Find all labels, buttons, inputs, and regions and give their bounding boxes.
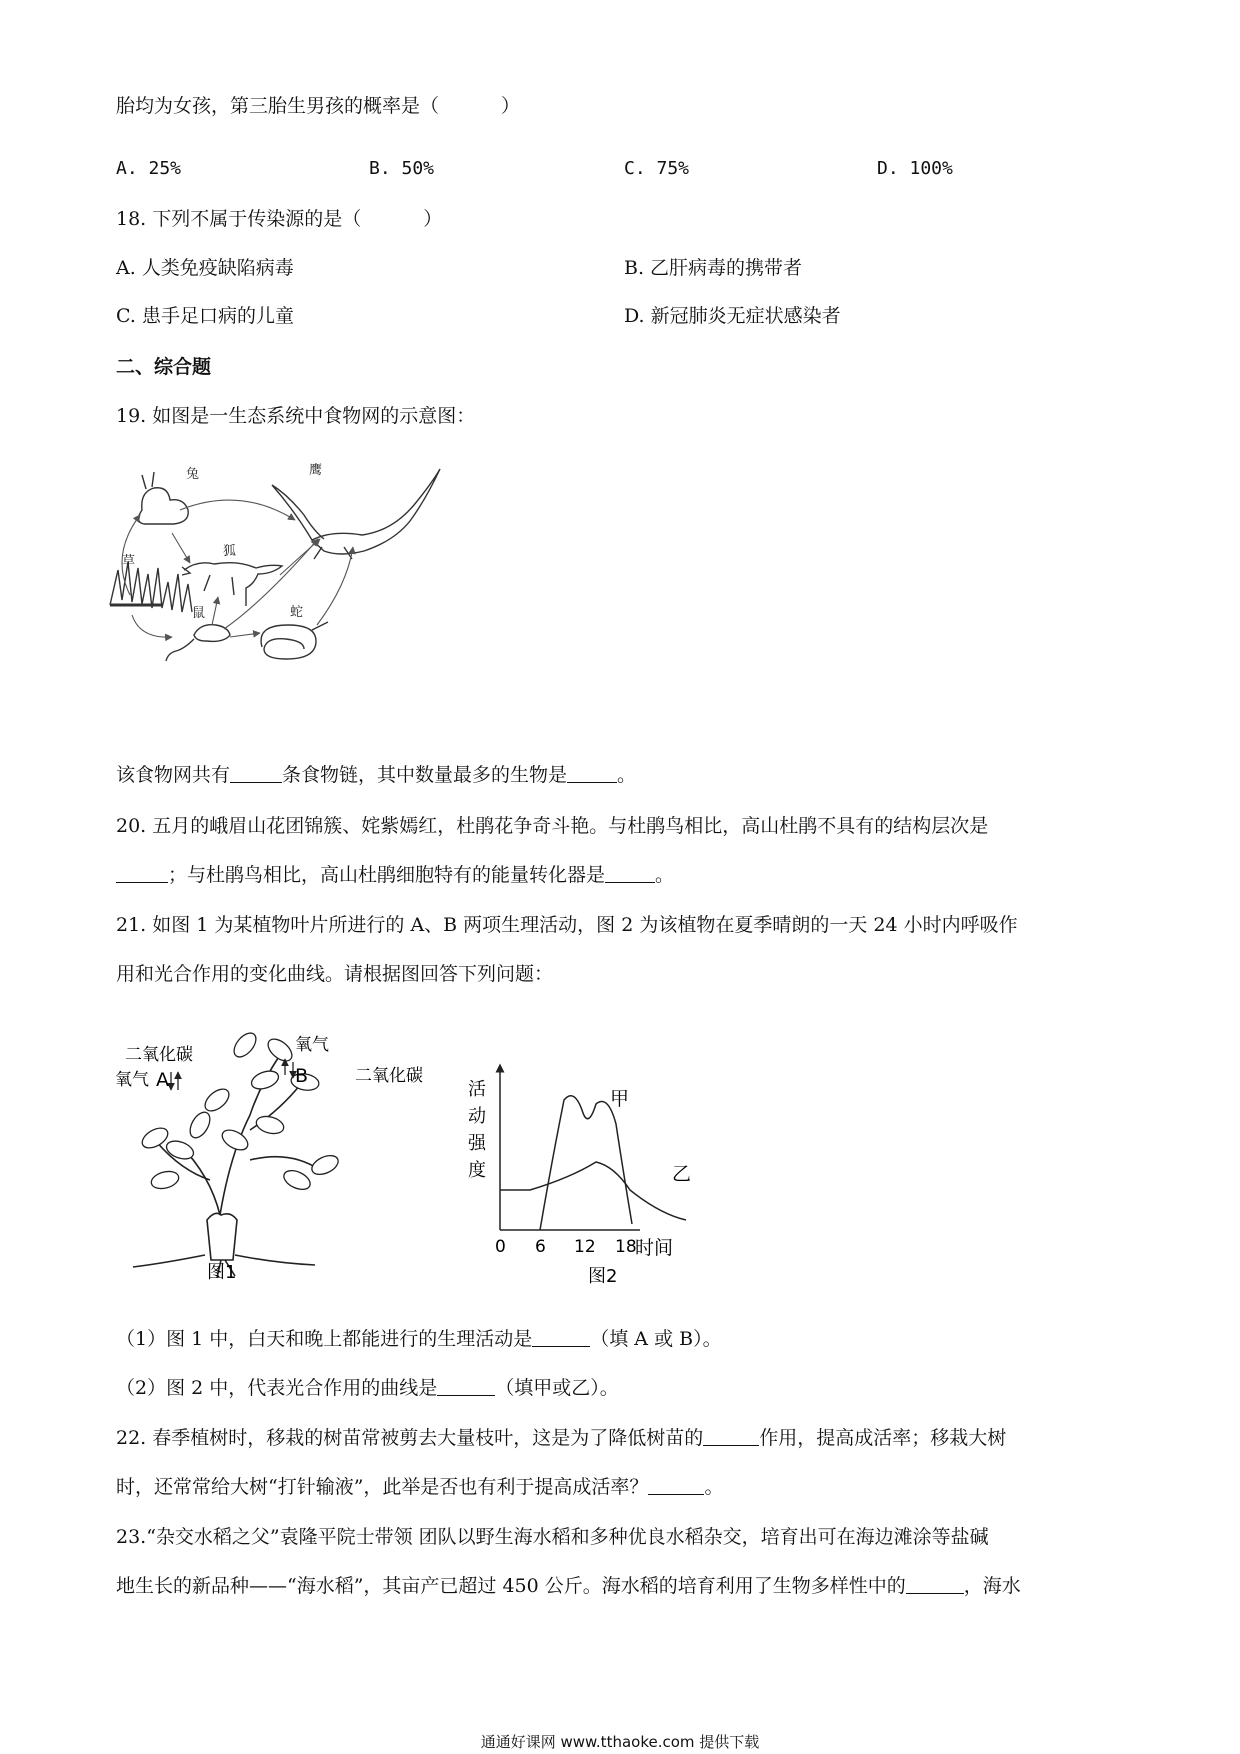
q20-line-2 (116, 862, 674, 888)
q19-text-a: 该食物网共有 (116, 764, 231, 786)
q23-text-a: 地生长的新品种——“海水稻”，其亩产已超过 450 公斤。海水稻的培育利用了生物多样性中的 (116, 1575, 906, 1597)
q22-text-a: 22. 春季植树时，移栽的树苗常被剪去大量枝叶，这是为了降低树苗的 (116, 1427, 704, 1449)
q20-blank-2[interactable] (605, 864, 655, 883)
q18-option-d[interactable]: D. 新冠肺炎无症状感染者 (624, 305, 841, 327)
label-mouse: 鼠 (192, 606, 206, 621)
curve-yi-label: 乙 (672, 1163, 692, 1185)
q22-line-1 (116, 1425, 1006, 1451)
q18-stem-text: 18. 下列不属于传染源的是（ (116, 208, 362, 230)
q21-sub-1 (116, 1326, 722, 1352)
food-web-figure (112, 455, 442, 685)
q21-sub-1-text-a: （1）图 1 中，白天和晚上都能进行的生理活动是 (116, 1328, 533, 1350)
x-tick-18: 18 (615, 1237, 637, 1257)
q23-text-b: ，海水 (963, 1575, 1021, 1597)
q23-blank-1[interactable] (906, 1575, 964, 1594)
eagle-icon (312, 469, 440, 554)
q19-text-c: 。 (617, 764, 637, 786)
q19-question (116, 762, 636, 788)
q20-line-1: 20. 五月的峨眉山花团锦簇、姹紫嫣红，杜鹃花争奇斗艳。与杜鹃鸟相比，高山杜鹃不具有的结构层次是 (116, 815, 989, 837)
snake-icon (261, 622, 328, 659)
q21-sub-2 (116, 1375, 619, 1401)
curve-yi (500, 1162, 686, 1220)
q23-line-2 (116, 1573, 1021, 1599)
q20-blank-1[interactable] (116, 864, 168, 883)
ylabel-char-2: 动 (468, 1106, 486, 1127)
fig1-caption: 图1 (207, 1262, 237, 1283)
q18-option-c[interactable]: C. 患手足口病的儿童 (116, 305, 294, 327)
q23-line-1: 23.“杂交水稻之父”袁隆平院士带领 团队以野生海水稻和多种优良水稻杂交，培育出可在海边滩涂等盐碱 (116, 1526, 989, 1548)
fig1-o2-right: 氧气 (295, 1035, 329, 1055)
fig1-label-a: A (156, 1069, 169, 1091)
section-title: 二、综合题 (116, 356, 212, 378)
fig1-co2-left: 二氧化碳 (125, 1045, 193, 1065)
q19-blank-2[interactable] (567, 764, 617, 783)
ylabel-char-4: 度 (468, 1160, 486, 1181)
q17-option-b[interactable]: B. 50% (369, 158, 435, 179)
x-tick-0: 0 (495, 1237, 506, 1257)
q19-text-b: 条食物链，其中数量最多的生物是 (282, 764, 568, 786)
q19-stem: 19. 如图是一生态系统中食物网的示意图： (116, 405, 476, 427)
fox-icon (182, 563, 282, 606)
q21-line-1: 21. 如图 1 为某植物叶片所进行的 A、B 两项生理活动，图 2 为该植物在夏季晴朗的一天 24 小时内呼吸作 (116, 914, 1018, 936)
x-tick-12: 12 (574, 1237, 596, 1257)
mouse-icon (166, 625, 230, 661)
label-rabbit: 兔 (186, 467, 200, 482)
q22-text-d: 。 (704, 1476, 724, 1498)
q22-text-b: 作用，提高成活率；移栽大树 (759, 1427, 1007, 1449)
fig1-co2-right: 二氧化碳 (355, 1066, 423, 1086)
activity-curve-chart (450, 1060, 750, 1285)
q20-text-b: 。 (655, 864, 675, 886)
q22-text-c: 时，还常常给大树“打针输液”，此举是否也有利于提高成活率？ (116, 1476, 649, 1498)
q17-option-a[interactable]: A. 25% (116, 158, 182, 179)
q21-sub-1-text-b: （填 A 或 B）。 (590, 1328, 722, 1350)
rabbit-icon (138, 488, 188, 524)
label-fox: 狐 (223, 544, 237, 559)
x-axis-label: 时间 (635, 1237, 674, 1259)
q22-blank-1[interactable] (703, 1427, 759, 1446)
ylabel-char-3: 强 (468, 1133, 486, 1154)
q19-blank-1[interactable] (230, 764, 282, 783)
label-eagle: 鹰 (309, 463, 323, 478)
plant-figure (115, 1020, 435, 1285)
q21-blank-2[interactable] (437, 1377, 495, 1396)
q21-blank-1[interactable] (532, 1328, 590, 1347)
q18-option-a[interactable]: A. 人类免疫缺陷病毒 (116, 257, 294, 279)
q18-option-b[interactable]: B. 乙肝病毒的携带者 (624, 257, 803, 279)
q21-line-2: 用和光合作用的变化曲线。请根据图回答下列问题： (116, 963, 554, 985)
fig1-o2-left: 氧气 (115, 1070, 149, 1090)
page-footer: 通通好课网 www.tthaoke.com 提供下载 (480, 1733, 760, 1751)
curve-jia-label: 甲 (610, 1088, 630, 1110)
q17-option-d[interactable]: D. 100% (877, 158, 953, 179)
label-grass: 草 (122, 554, 136, 569)
q20-text-a: ；与杜鹃鸟相比，高山杜鹃细胞特有的能量转化器是 (168, 864, 606, 886)
q21-sub-2-text-b: （填甲或乙）。 (495, 1377, 619, 1399)
fig2-caption: 图2 (588, 1266, 618, 1287)
q17-stem (116, 93, 520, 119)
fig1-label-b: B (295, 1065, 309, 1087)
q18-stem (116, 206, 442, 232)
q18-stem-close: ） (423, 208, 443, 230)
label-snake: 蛇 (290, 605, 304, 620)
q17-stem-text: 胎均为女孩，第三胎生男孩的概率是（ (116, 95, 440, 117)
q22-line-2 (116, 1474, 723, 1500)
q17-stem-close: ） (501, 95, 521, 117)
q22-blank-2[interactable] (648, 1476, 704, 1495)
q17-option-c[interactable]: C. 75% (624, 158, 690, 179)
curve-jia (540, 1096, 632, 1230)
q21-sub-2-text-a: （2）图 2 中，代表光合作用的曲线是 (116, 1377, 438, 1399)
x-tick-6: 6 (535, 1237, 546, 1257)
ylabel-char-1: 活 (468, 1079, 486, 1100)
